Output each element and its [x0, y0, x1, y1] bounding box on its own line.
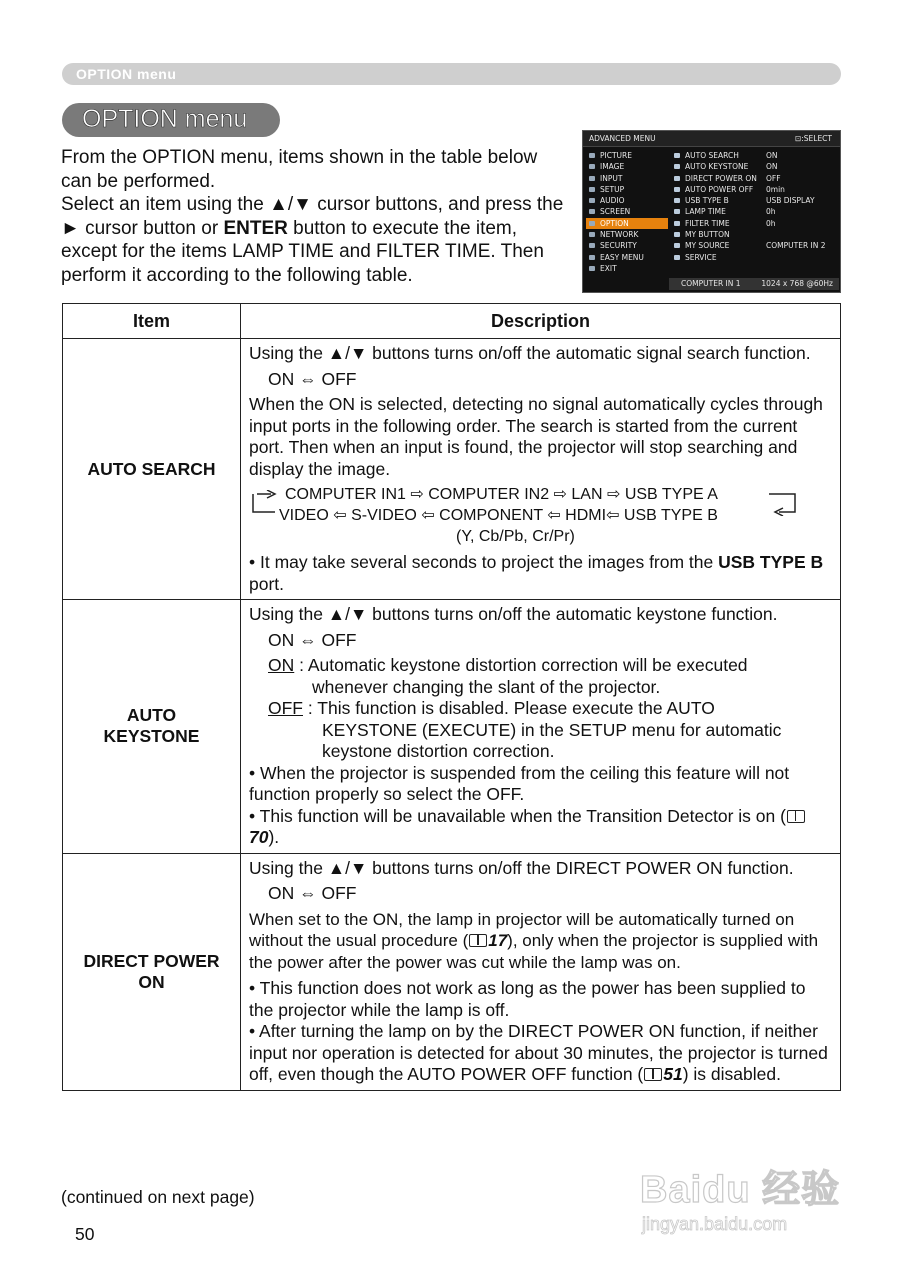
note-text: port. [249, 573, 285, 594]
menu-title-bar [583, 131, 840, 147]
book-reference-icon [787, 810, 805, 823]
watermark [640, 1150, 860, 1250]
intro-text-part: button to execute the item, except for the items LAMP TIME and FILTER TIME. Then perform it according to the following table. [61, 217, 544, 286]
menu-item: MY BUTTON [671, 229, 761, 240]
desc-note: • When the projector is suspended from the ceiling this feature will not function properly so select the OFF. [249, 762, 790, 804]
menu-category: SETUP [586, 184, 668, 195]
definition-continuation: KEYSTONE (EXECUTE) in the SETUP menu for automatic [322, 719, 782, 740]
menu-value [766, 252, 840, 263]
menu-status-signal: 1024 x 768 @60Hz [761, 279, 833, 288]
desc-note [249, 552, 832, 595]
section-title: OPTION menu [82, 105, 248, 133]
menu-category: EASY MENU [586, 252, 668, 263]
menu-value: USB DISPLAY [766, 196, 815, 206]
menu-value: ON [766, 162, 778, 172]
page-number: 50 [75, 1224, 95, 1244]
cycle-return-arrow-left-icon [249, 490, 279, 516]
book-reference-icon [469, 934, 487, 947]
menu-title: ADVANCED MENU [589, 134, 656, 143]
menu-category: NETWORK [586, 229, 668, 240]
note-text: ) is disabled. [682, 1064, 781, 1084]
definition-text: : Automatic keystone distortion correction will be executed [294, 655, 748, 675]
desc-text: Using the ▲/▼ buttons turns on/off the DIRECT POWER ON function. [249, 857, 794, 878]
header-title: OPTION menu [76, 66, 177, 82]
table-header-row [63, 304, 841, 339]
intro-line-1: From the OPTION menu, items shown in the table below can be performed. [61, 147, 538, 192]
desc-note [249, 1021, 832, 1086]
note-text: • It may take several seconds to project the images from the [249, 552, 719, 572]
desc-auto-search [241, 339, 841, 600]
cycle-line-1: COMPUTER IN1 ⇨ COMPUTER IN2 ⇨ LAN ⇨ USB TYPE A [285, 486, 718, 503]
menu-category: SECURITY [586, 240, 668, 251]
off-label: OFF [268, 698, 303, 718]
menu-category: AUDIO [586, 195, 668, 206]
menu-select-hint: ⊡:SELECT [794, 134, 832, 143]
menu-item: SERVICE [671, 252, 761, 263]
cycle-line-3: (Y, Cb/Pb, Cr/Pr) [456, 528, 575, 545]
menu-item: DIRECT POWER ON [671, 173, 761, 184]
page-reference: 70 [249, 827, 269, 847]
menu-category: PICTURE [586, 150, 668, 161]
menu-value: 0min [766, 184, 785, 194]
menu-item-list [671, 150, 761, 263]
menu-value-list [766, 150, 840, 263]
menu-category: IMAGE [586, 161, 668, 172]
desc-note: • This function does not work as long as the power has been supplied to the projector while the lamp is off. [249, 978, 806, 1020]
desc-direct-power-on [241, 853, 841, 1090]
menu-category: INPUT [586, 173, 668, 184]
desc-auto-keystone [241, 600, 841, 854]
off-definition [268, 698, 832, 720]
intro-line-2 [61, 193, 571, 287]
definition-continuation: keystone distortion correction. [322, 741, 555, 761]
item-label-line: KEYSTONE [103, 726, 200, 747]
definition-text: : This function is disabled. Please execute the AUTO [303, 698, 715, 718]
menu-value: COMPUTER IN 2 [766, 241, 826, 251]
definition-continuation: whenever changing the slant of the projector. [312, 676, 661, 697]
menu-value: ON [766, 151, 778, 160]
on-definition [268, 655, 832, 677]
menu-item: MY SOURCE [671, 240, 761, 251]
header-description: Description [241, 304, 841, 339]
cycle-return-arrow-right-icon [769, 490, 799, 516]
advanced-menu-screenshot [582, 130, 841, 293]
menu-category: EXIT [586, 263, 668, 274]
desc-text [249, 909, 832, 974]
item-auto-keystone [63, 600, 241, 854]
book-reference-icon [644, 1068, 662, 1081]
note-bold: USB TYPE B [718, 552, 824, 572]
on-off-toggle-text: ON ⇔ OFF [268, 629, 357, 650]
note-text: • This function will be unavailable when the Transition Detector is on ( [249, 805, 786, 826]
menu-item: AUTO SEARCH [671, 150, 761, 161]
desc-text: Using the ▲/▼ buttons turns on/off the automatic signal search function. [249, 343, 811, 363]
cycle-line-2: VIDEO ⇦ S-VIDEO ⇦ COMPONENT ⇦ HDMI⇦ USB TYPE B [279, 507, 718, 524]
item-auto-search: AUTO SEARCH [63, 339, 241, 600]
desc-part: When set to the ON, the lamp in projector will be automatically turned on without the usual procedure ( [249, 909, 795, 950]
option-table [62, 303, 841, 1091]
header-item: Item [63, 304, 241, 339]
desc-text: When the ON is selected, detecting no signal automatically cycles through input ports in the following order. The search is started from the current port. Then when an input is found, the projector will stop searching and display the image. [249, 394, 823, 479]
on-off-toggle-text: ON ⇔ OFF [268, 883, 357, 903]
header-bar [62, 63, 841, 85]
watermark-url: jingyan.baidu.com [642, 1214, 788, 1234]
item-direct-power-on [63, 853, 241, 1090]
intro-text [61, 146, 571, 287]
menu-status-input: COMPUTER IN 1 [681, 279, 741, 288]
menu-value: 0h [766, 218, 776, 228]
option-definitions [249, 655, 832, 763]
menu-category-list [586, 150, 668, 274]
table-row [63, 853, 841, 1090]
desc-part: ), only when the projector is supplied with the power after the power was cut while the lamp was on. [249, 931, 819, 972]
item-label-line: DIRECT POWER [83, 950, 220, 971]
menu-category-selected: OPTION [586, 218, 668, 229]
desc-text: Using the ▲/▼ buttons turns on/off the automatic keystone function. [249, 604, 778, 624]
item-label-line: AUTO [126, 705, 177, 726]
section-title-pill [62, 103, 280, 137]
menu-item: FILTER TIME [671, 218, 761, 229]
menu-item: AUTO POWER OFF [671, 184, 761, 195]
input-cycle-diagram [249, 484, 832, 548]
continued-note: (continued on next page) [61, 1187, 255, 1207]
menu-value: 0h [766, 207, 776, 217]
desc-note [249, 806, 832, 849]
watermark-brand: Baidu 经验 [640, 1169, 841, 1211]
menu-category: SCREEN [586, 206, 668, 217]
item-label-line: ON [138, 971, 165, 992]
on-off-toggle-text: ON ⇔ OFF [268, 368, 357, 389]
table-row [63, 339, 841, 600]
on-label: ON [268, 655, 295, 675]
intro-text-part: Select an item using the ▲/▼ cursor buttons, and press the ► cursor button or [61, 194, 564, 239]
enter-keyword: ENTER [223, 217, 288, 239]
menu-item: LAMP TIME [671, 206, 761, 217]
menu-status-bar [669, 278, 839, 290]
page-reference: 51 [663, 1064, 683, 1084]
note-text: ). [268, 827, 280, 847]
table-row [63, 600, 841, 854]
menu-item: AUTO KEYSTONE [671, 161, 761, 172]
menu-item: USB TYPE B [671, 195, 761, 206]
note-text: • After turning the lamp on by the DIRECT POWER ON function, if neither input nor operation is detected for about 30 minutes, the projector is turned off, even though the AUTO POWER OFF function ( [249, 1021, 828, 1084]
menu-value [766, 229, 840, 240]
page-reference: 17 [488, 931, 508, 950]
menu-value: OFF [766, 173, 781, 183]
